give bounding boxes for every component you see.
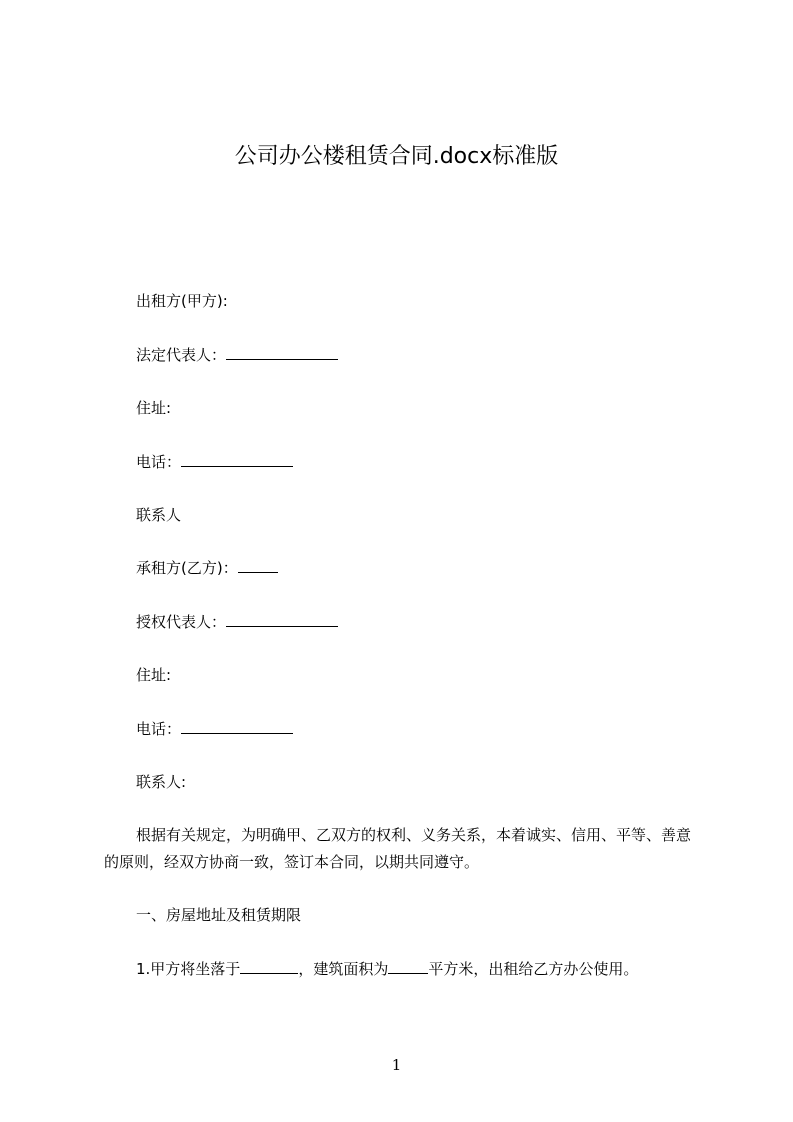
lessee-party-blank <box>238 558 278 573</box>
lessor-phone-blank <box>181 452 293 467</box>
lessee-address-label: 住址: <box>136 666 172 684</box>
preamble-paragraph: 根据有关规定，为明确甲、乙双方的权利、义务关系，本着诚实、信用、平等、善意的原则，经双方协商一致，签订本合同，以期共同遵守。 <box>104 826 692 871</box>
clause-1-part-a: 1.甲方将坐落于 <box>136 960 241 978</box>
lessee-phone-blank <box>181 719 293 734</box>
lessee-phone-label: 电话： <box>136 720 182 738</box>
lessee-representative-blank <box>226 612 338 627</box>
lessor-representative-label: 法定代表人： <box>136 346 227 364</box>
clause-1-area-blank <box>388 959 428 974</box>
clause-1-part-b: ，建筑面积为 <box>298 960 389 978</box>
lessee-party-label: 承租方(乙方)： <box>136 559 238 577</box>
lessee-party-line <box>136 558 278 578</box>
section-1-heading: 一、房屋地址及租赁期限 <box>136 906 302 924</box>
clause-1-part-c: 平方米，出租给乙方办公使用。 <box>428 960 639 978</box>
lessee-address-line <box>136 665 171 685</box>
page-number: 1 <box>391 1056 402 1074</box>
lessor-phone-line <box>136 452 293 472</box>
lessee-contact-label: 联系人: <box>136 773 187 791</box>
lessor-party-line <box>136 291 228 311</box>
lessee-phone-line <box>136 719 293 739</box>
lessor-representative-blank <box>226 345 338 360</box>
lessor-contact-line <box>136 505 181 525</box>
lessor-contact-label: 联系人 <box>136 506 182 524</box>
document-title: 公司办公楼租赁合同.docx标准版 <box>234 144 559 169</box>
lessor-address-label: 住址: <box>136 399 172 417</box>
clause-1-location-blank <box>240 959 298 974</box>
lessee-representative-label: 授权代表人： <box>136 613 227 631</box>
lessor-phone-label: 电话： <box>136 453 182 471</box>
lessor-party-label: 出租方(甲方): <box>136 292 228 310</box>
lessor-address-line <box>136 398 171 418</box>
lessee-contact-line <box>136 772 186 792</box>
lessor-representative-line <box>136 345 338 365</box>
lessee-representative-line <box>136 612 338 632</box>
section-1-clause-1 <box>136 959 638 979</box>
